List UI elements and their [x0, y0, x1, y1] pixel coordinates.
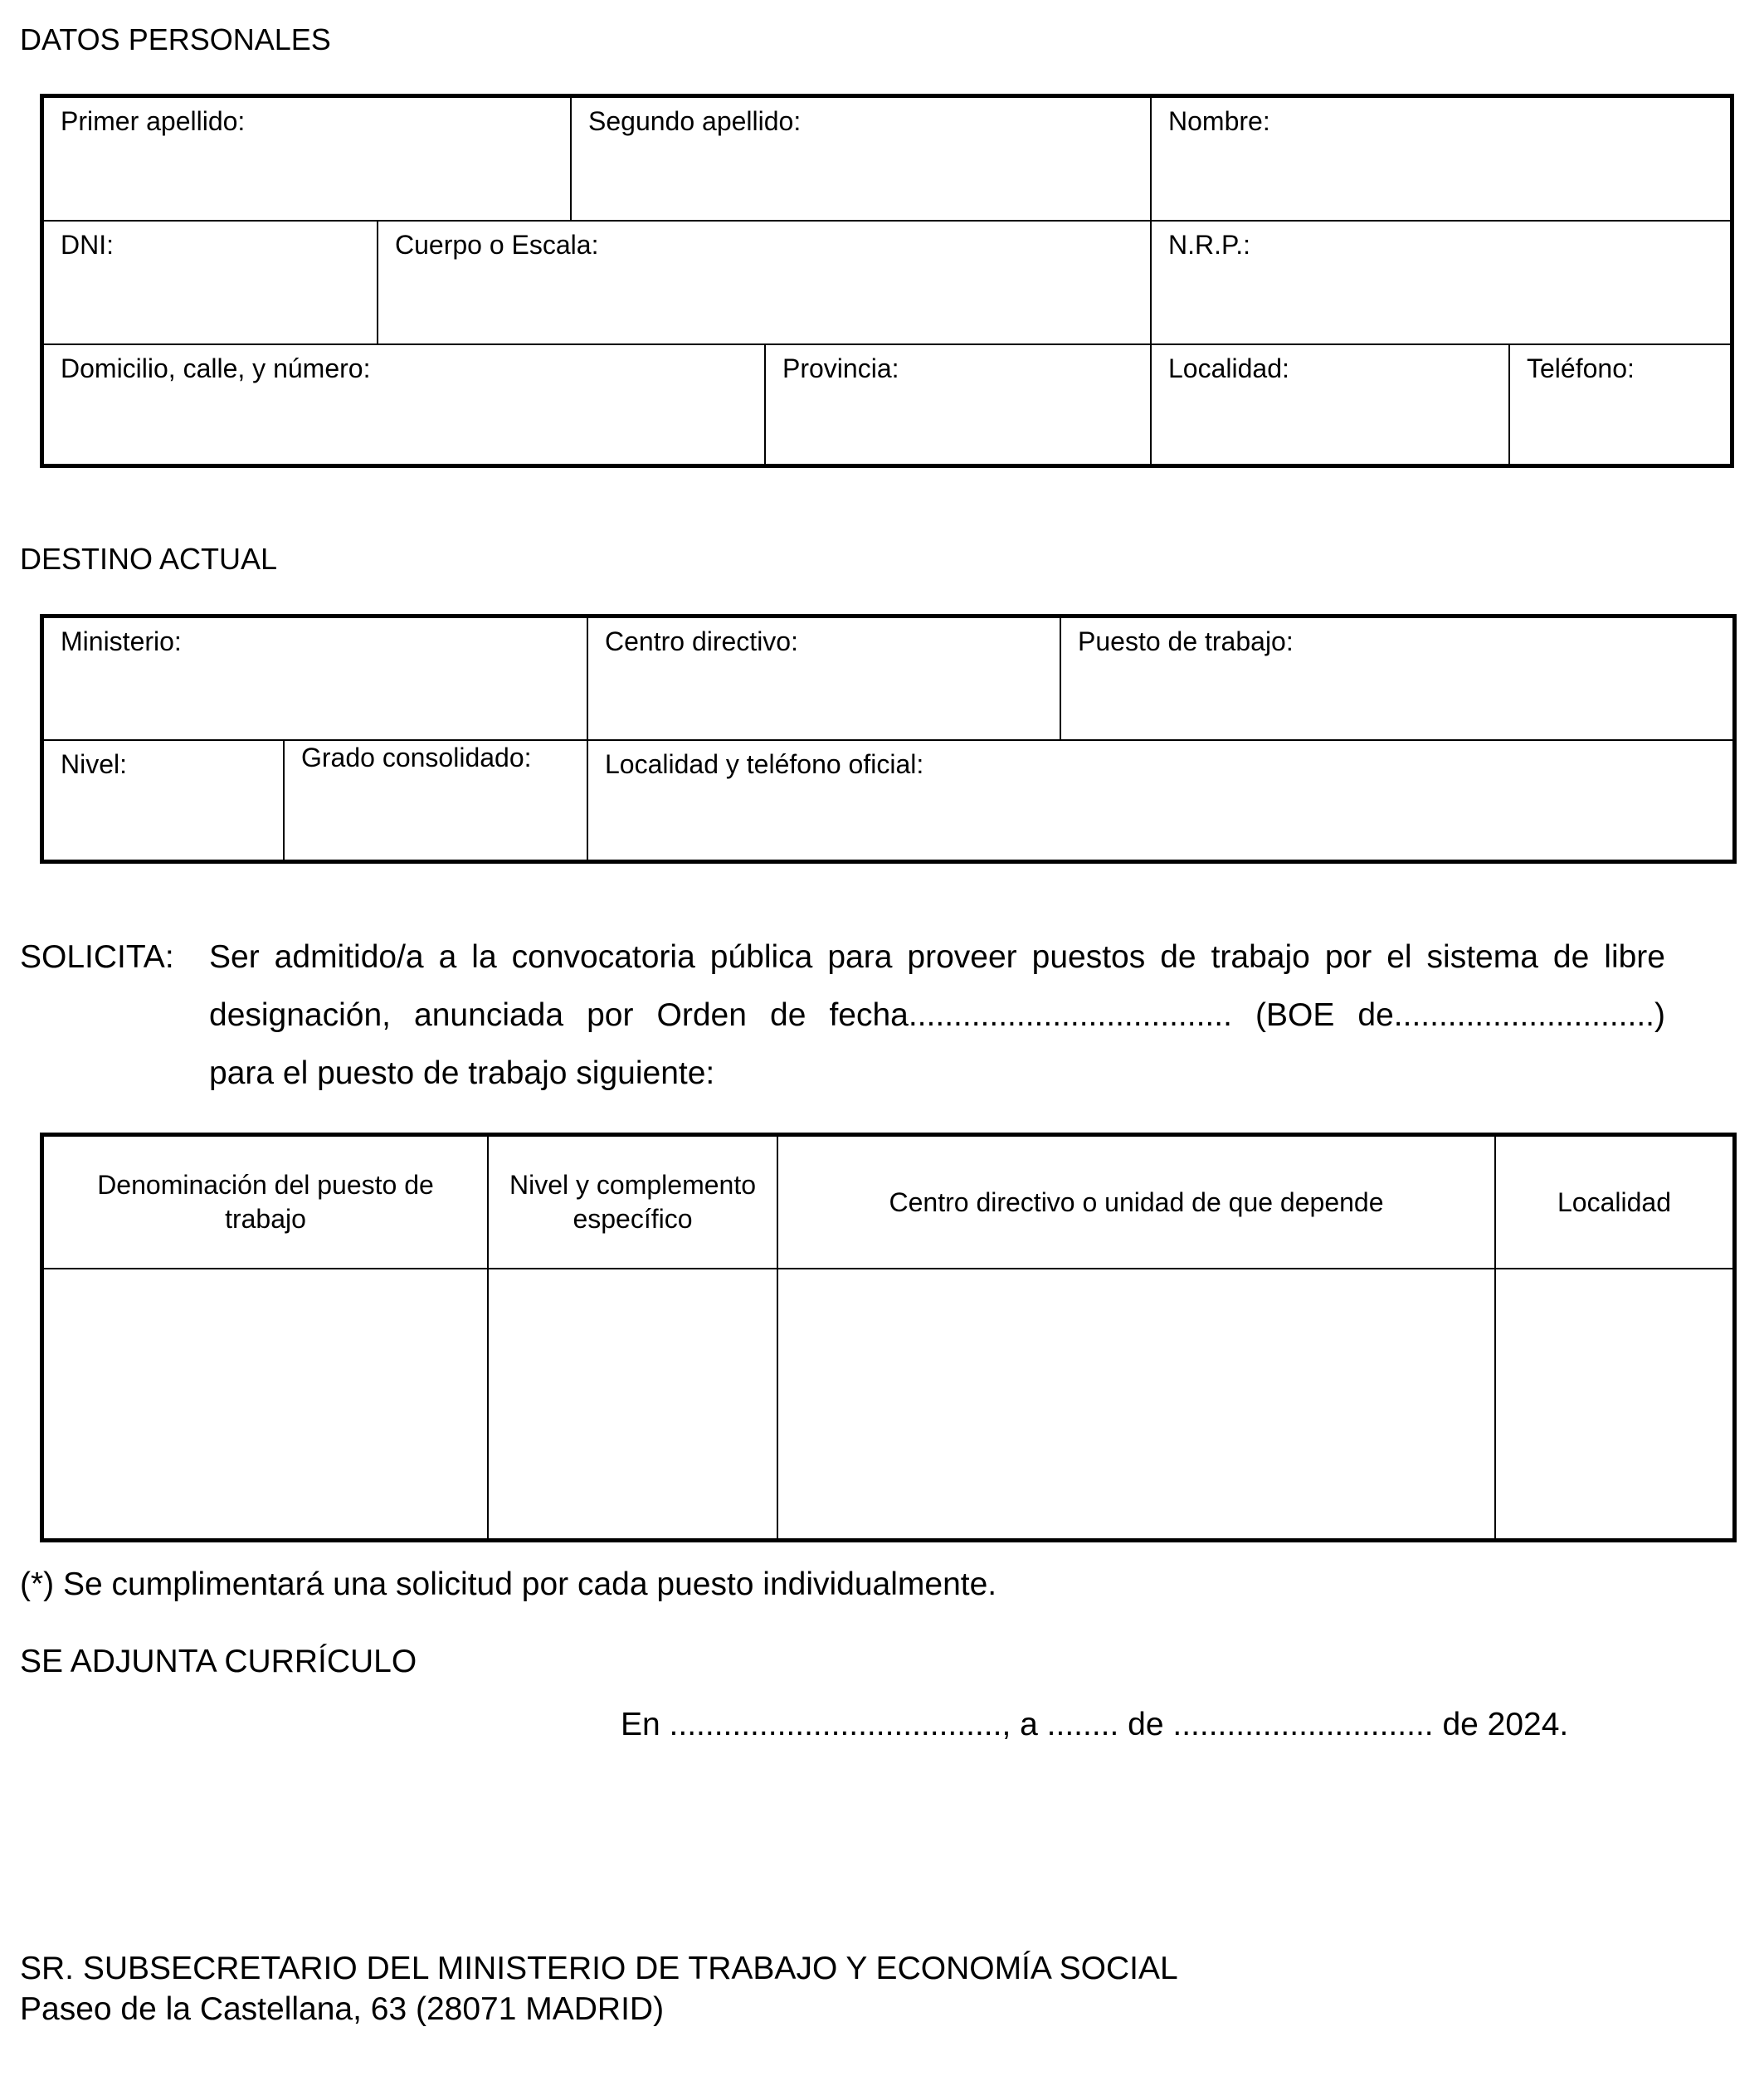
- field-label: Nivel:: [61, 749, 128, 779]
- field-label: Ministerio:: [61, 626, 182, 656]
- field-label: Cuerpo o Escala:: [395, 230, 599, 260]
- field-label: Localidad y teléfono oficial:: [605, 749, 924, 779]
- field-dni[interactable]: [44, 222, 378, 345]
- solicita-line-2: designación, anunciada por Orden de fecha.................................... (BOE de.............................): [209, 997, 1665, 1033]
- field-label: Grado consolidado:: [301, 743, 532, 772]
- solicita-line-3: para el puesto de trabajo siguiente:: [209, 1055, 715, 1091]
- field-label: Nombre:: [1168, 106, 1270, 136]
- header-nivel-complemento: Nivel y complemento específico: [489, 1137, 778, 1269]
- field-grado-consolidado[interactable]: [285, 741, 588, 860]
- field-label: Teléfono:: [1527, 353, 1635, 383]
- cell-denominacion-input[interactable]: [44, 1269, 489, 1538]
- section-title-destino-actual: DESTINO ACTUAL: [20, 542, 278, 576]
- field-localidad[interactable]: [1152, 345, 1510, 464]
- field-nrp[interactable]: [1152, 222, 1730, 345]
- header-localidad: Localidad: [1496, 1137, 1732, 1269]
- field-telefono[interactable]: [1510, 345, 1730, 464]
- field-provincia[interactable]: [766, 345, 1152, 464]
- field-nombre[interactable]: [1152, 98, 1730, 222]
- section-title-datos-personales: DATOS PERSONALES: [20, 22, 331, 56]
- field-puesto-trabajo[interactable]: [1061, 618, 1732, 741]
- addressee-line-2: Paseo de la Castellana, 63 (28071 MADRID): [20, 1991, 665, 2027]
- personal-data-table: [40, 94, 1734, 468]
- cell-localidad-input[interactable]: [1496, 1269, 1732, 1538]
- field-ministerio[interactable]: [44, 618, 588, 741]
- field-label: Centro directivo:: [605, 626, 798, 656]
- field-label: Localidad:: [1168, 353, 1289, 383]
- cell-nivel-input[interactable]: [489, 1269, 778, 1538]
- solicita-line-1: Ser admitido/a a la convocatoria pública para proveer puestos de trabajo por el sistema de libre: [209, 939, 1665, 975]
- field-label: DNI:: [61, 230, 114, 260]
- date-place-line[interactable]: En ....................................., a ........ de ............................. de 2024.: [621, 1707, 1569, 1742]
- addressee-line-1: SR. SUBSECRETARIO DEL MINISTERIO DE TRABAJO Y ECONOMÍA SOCIAL: [20, 1951, 1178, 1986]
- se-adjunta-curriculo: SE ADJUNTA CURRÍCULO: [20, 1644, 417, 1679]
- field-localidad-telefono-oficial[interactable]: [588, 741, 1732, 860]
- field-label: Primer apellido:: [61, 106, 246, 136]
- footnote: (*) Se cumplimentará una solicitud por cada puesto individualmente.: [20, 1566, 997, 1602]
- destino-actual-table: [40, 614, 1737, 864]
- field-label: Puesto de trabajo:: [1078, 626, 1294, 656]
- field-cuerpo-escala[interactable]: [378, 222, 1152, 345]
- solicita-label: SOLICITA:: [20, 939, 174, 975]
- field-label: Segundo apellido:: [588, 106, 802, 136]
- cell-centro-input[interactable]: [778, 1269, 1496, 1538]
- field-label: Provincia:: [782, 353, 899, 383]
- field-nivel[interactable]: [44, 741, 285, 860]
- header-denominacion: Denominación del puesto de trabajo: [44, 1137, 489, 1269]
- header-centro-directivo: Centro directivo o unidad de que depende: [778, 1137, 1496, 1269]
- field-centro-directivo[interactable]: [588, 618, 1061, 741]
- field-domicilio[interactable]: [44, 345, 766, 464]
- field-label: Domicilio, calle, y número:: [61, 353, 371, 383]
- field-segundo-apellido[interactable]: [572, 98, 1152, 222]
- puesto-solicitado-table: [40, 1133, 1737, 1542]
- field-label: N.R.P.:: [1168, 230, 1250, 260]
- field-primer-apellido[interactable]: [44, 98, 572, 222]
